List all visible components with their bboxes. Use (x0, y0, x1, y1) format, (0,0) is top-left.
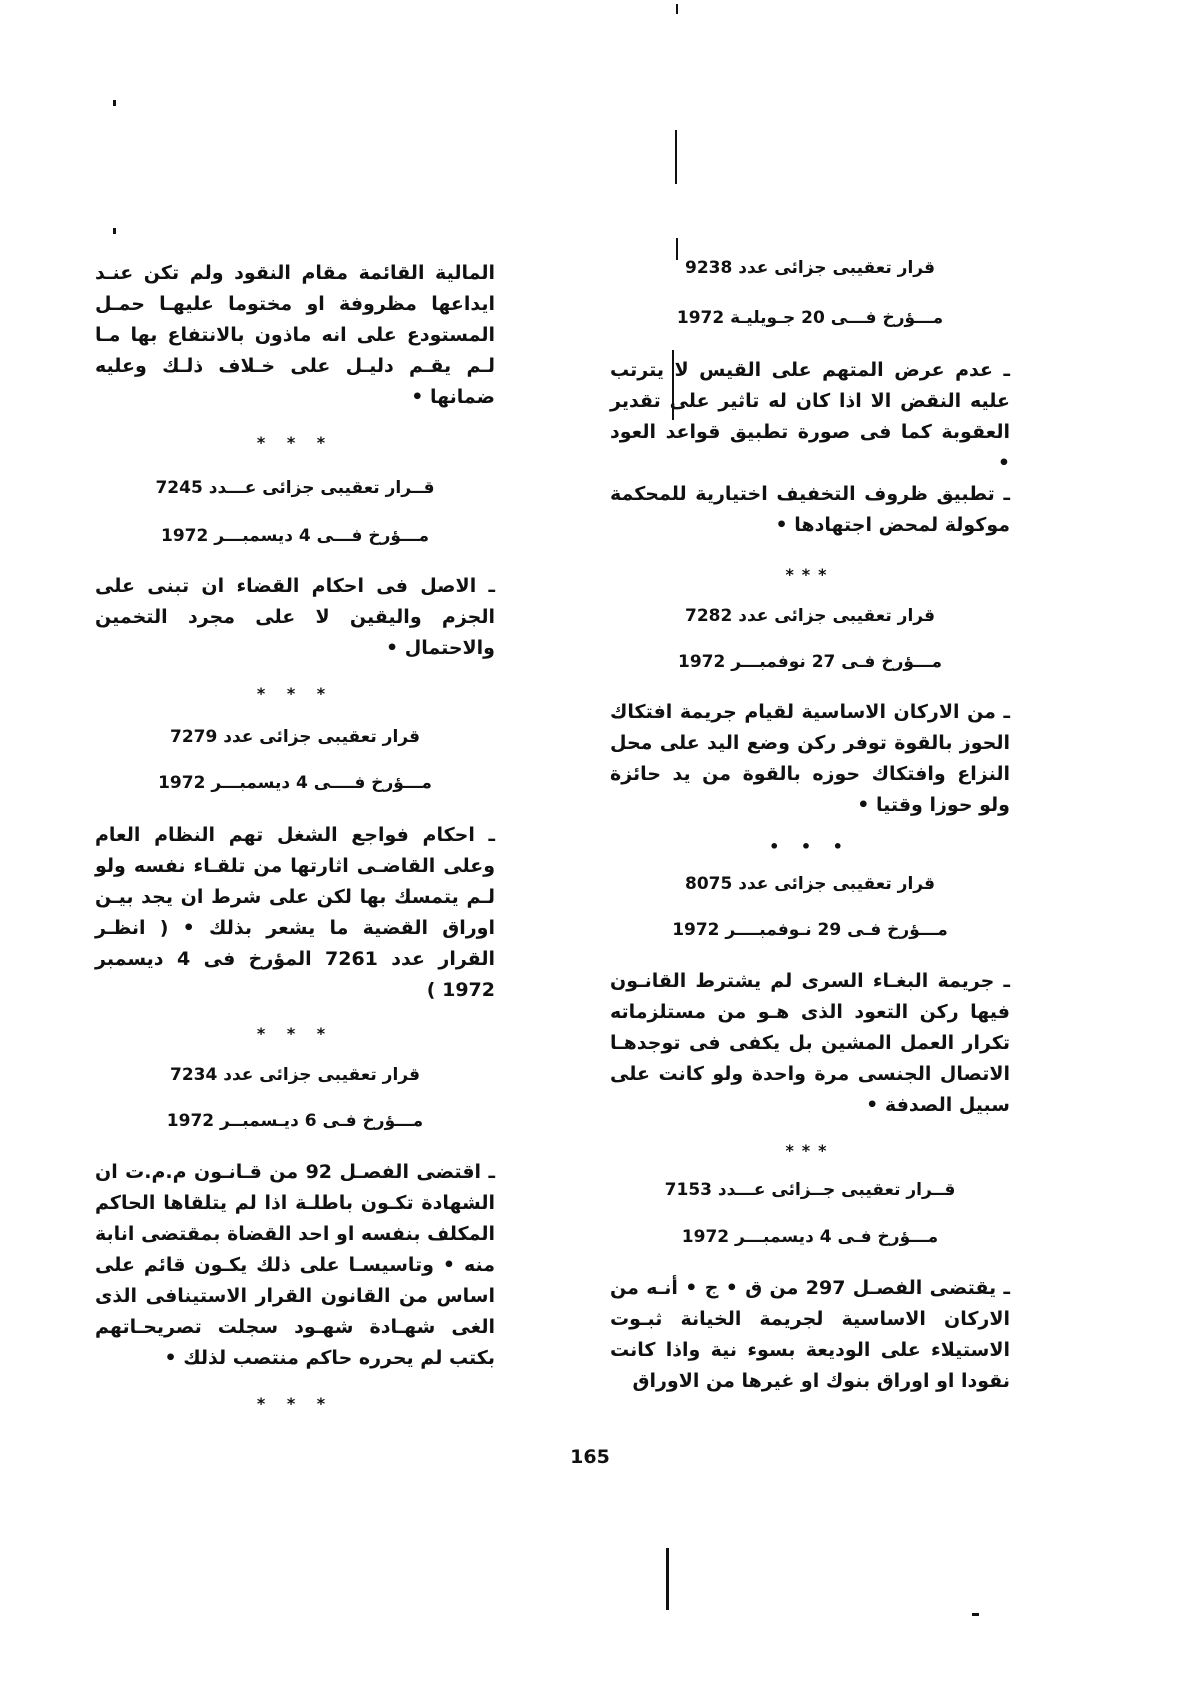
section-separator: • • • (769, 836, 851, 856)
decision-summary: ـ عدم عرض المتهم على القيس لا يترتب عليه النقض الا اذا كان له تاثير على تقدير العقوبة كما فى صورة تطبيق قواعد العود • (610, 358, 1010, 474)
decision-date: مـــؤرخ فـى 27 نوفمبـــر 1972 (678, 652, 942, 673)
decision-summary: ـ يقتضى الفصـل 297 من ق • ج • أنـه من الاركان الاساسية لجريمة الخيانة ثبـوت الاستيلاء على الوديعة بسوء نية واذا كانت نقودا او اوراق بنوك او غيرها من الاوراق (610, 1277, 1010, 1393)
decision-block (95, 258, 495, 452)
decision-date: مـــؤرخ فـى 29 نـوفمبــــر 1972 (672, 919, 948, 940)
decision-block (610, 258, 1010, 584)
decision-summary: ـ جريمة البغـاء السرى لم يشترط القانـون فيها ركن التعود الذى هـو من مستلزماته تكرار العمل المشين بل يكفى فى توجدهـا الاتصال الجنسى مرة واحدة ولو كانت على سبيل الصدفة • (610, 970, 1010, 1117)
decision-block (610, 1180, 1010, 1397)
decision-date: مـــؤرخ فـــى 20 جـويليـة 1972 (676, 308, 944, 329)
section-separator: * * * (256, 1023, 334, 1043)
page-number: 165 (570, 1446, 610, 1468)
decision-block (95, 478, 495, 703)
right-column (610, 258, 1010, 1397)
decision-summary: المالية القائمة مقام النقود ولم تكن عنـد ايداعها مظروفة او مختوما عليهـا حمـل المستودع على انه ماذون بالانتفاع بها مـا لـم يقـم دليـل على خـلاف ذلـك وعليه ضمانها • (95, 262, 495, 408)
decision-heading: قرار تعقيبى جزائى عدد 7282 (684, 605, 935, 626)
decision-heading: قــرار تعقيبى جزائى عـــدد 7245 (155, 478, 435, 498)
scan-mark (113, 228, 116, 234)
section-separator: * * * (256, 683, 334, 703)
decision-summary: ـ احكام فواجع الشغل تهم النظام العام وعلى القاضـى اثارتها من تلقـاء نفسه ولو لـم يتمسك بها لكن على شرط ان يجد بيـن اوراق القضية ما يشعر بذلك • ( انظـر القرار عدد 7261 المؤرخ فى 4 ديسمبر 1972 ) (95, 823, 495, 1001)
section-separator: * * * (256, 1394, 334, 1414)
decision-heading: قــرار تعقيبى جــزائى عـــدد 7153 (664, 1180, 956, 1201)
decision-block (95, 727, 495, 1043)
decision-heading: قرار تعقيبى جزائى عدد 7279 (169, 726, 420, 747)
scan-mark (675, 130, 677, 184)
decision-heading: قرار تعقيبى جزائى عدد 8075 (684, 873, 935, 894)
decision-summary: ـ اقتضى الفصـل 92 من قـانـون م.م.ت ان الشهادة تكـون باطلـة اذا لم يتلقاها الحاكم المكلف بنفسه او احد القضاة بمقتضى انابة منه • وتاسيسـا على ذلك يكـون قائم على اساس من القانون القرار الاستينافى الذى الغى شهـادة شهـود سجلت تصريحـاتهم بكتب لم يحرره حاكم منتصب لذلك • (95, 1161, 495, 1370)
scan-mark (676, 4, 678, 14)
decision-date: مـــؤرخ فـى 4 ديسمبـــر 1972 (681, 1226, 939, 1247)
decision-date: مـــؤرخ فـى 6 ديـسمبــر 1972 (166, 1110, 424, 1131)
section-separator: * * * (256, 433, 334, 452)
decision-summary: ـ الاصل فى احكام القضاء ان تبنى على الجزم واليقين لا على مجرد التخمين والاحتمال • (95, 574, 495, 659)
decision-heading: قرار تعقيبى جزائى عدد 9238 (684, 258, 935, 278)
decision-summary: ـ تطبيق ظروف التخفيف اختيارية للمحكمة موكولة لمحض اجتهادها • (610, 482, 1010, 536)
section-separator: *** (785, 1141, 835, 1161)
decision-block (610, 606, 1010, 856)
decision-date: مـــؤرخ فـــى 4 ديسمبـــر 1972 (160, 526, 430, 547)
scan-mark (113, 100, 116, 106)
scan-mark (676, 238, 678, 260)
decision-date: مـــؤرخ فــــى 4 ديسمبـــر 1972 (158, 773, 432, 794)
decision-block (95, 1065, 495, 1414)
decision-summary: ـ من الاركان الاساسية لقيام جريمة افتكاك الحوز بالقوة توفر ركن وضع اليد على محل النزاع وافتكاك حوزه بالقوة من يد حائزة ولو حوزا وقتيا • (610, 700, 1010, 816)
scan-mark (972, 1613, 979, 1616)
section-separator: *** (785, 564, 835, 584)
left-column (95, 258, 495, 1413)
decision-block (610, 874, 1010, 1161)
decision-heading: قرار تعقيبى جزائى عدد 7234 (169, 1064, 420, 1085)
scan-mark (666, 1548, 669, 1610)
